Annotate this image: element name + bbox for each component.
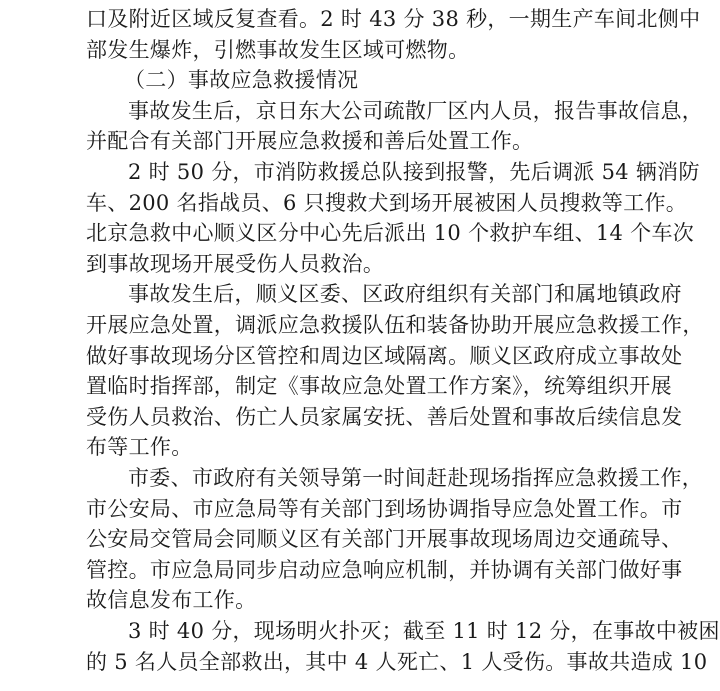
text-line: 管控。市应急局同步启动应急响应机制，并协调有关部门做好事 bbox=[86, 557, 683, 582]
section-heading: （二）事故应急救援情况 bbox=[124, 68, 359, 93]
text-line: 车、200 名指战员、6 只搜救犬到场开展被困人员搜救等工作。 bbox=[86, 190, 688, 215]
text-line: 做好事故现场分区管控和周边区域隔离。顺义区政府成立事故处 bbox=[86, 343, 683, 368]
text-line: 的 5 名人员全部救出，其中 4 人死亡、1 人受伤。事故共造成 10 bbox=[86, 649, 708, 674]
text-line: 市公安局、市应急局等有关部门到场协调指导应急处置工作。市 bbox=[86, 496, 683, 521]
text-line: 受伤人员救治、伤亡人员家属安抚、善后处置和事故后续信息发 bbox=[86, 404, 683, 429]
text-line: 置临时指挥部，制定《事故应急处置工作方案》，统筹组织开展 bbox=[86, 374, 672, 399]
text-line: 公安局交管局会同顺义区有关部门开展事故现场周边交通疏导、 bbox=[86, 527, 683, 552]
text-line: 市委、市政府有关领导第一时间赶赴现场指挥应急救援工作， bbox=[128, 466, 704, 490]
text-line: 北京急救中心顺义区分中心先后派出 10 个救护车组、14 个车次 bbox=[86, 221, 695, 246]
text-line: 开展应急处置，调派应急救援队伍和装备协助开展应急救援工作， bbox=[86, 313, 704, 337]
text-line: 3 时 40 分，现场明火扑灭；截至 11 时 12 分，在事故中被困 bbox=[128, 619, 720, 643]
text-line: 并配合有关部门开展应急救援和善后处置工作。 bbox=[86, 129, 534, 154]
text-line: 部发生爆炸，引燃事故发生区域可燃物。 bbox=[86, 37, 470, 62]
text-line: 故信息发布工作。 bbox=[86, 588, 257, 613]
text-line: 2 时 50 分，市消防救援总队接到报警，先后调派 54 辆消防 bbox=[128, 160, 700, 184]
text-line: 口及附近区域反复查看。2 时 43 分 38 秒，一期生产车间北侧中 bbox=[86, 7, 701, 31]
text-line: 事故发生后，京日东大公司疏散厂区内人员，报告事故信息， bbox=[128, 98, 704, 123]
text-line: 布等工作。 bbox=[86, 435, 193, 460]
text-line: 事故发生后，顺义区委、区政府组织有关部门和属地镇政府 bbox=[128, 282, 682, 307]
text-line: 到事故现场开展受伤人员救治。 bbox=[86, 251, 385, 276]
